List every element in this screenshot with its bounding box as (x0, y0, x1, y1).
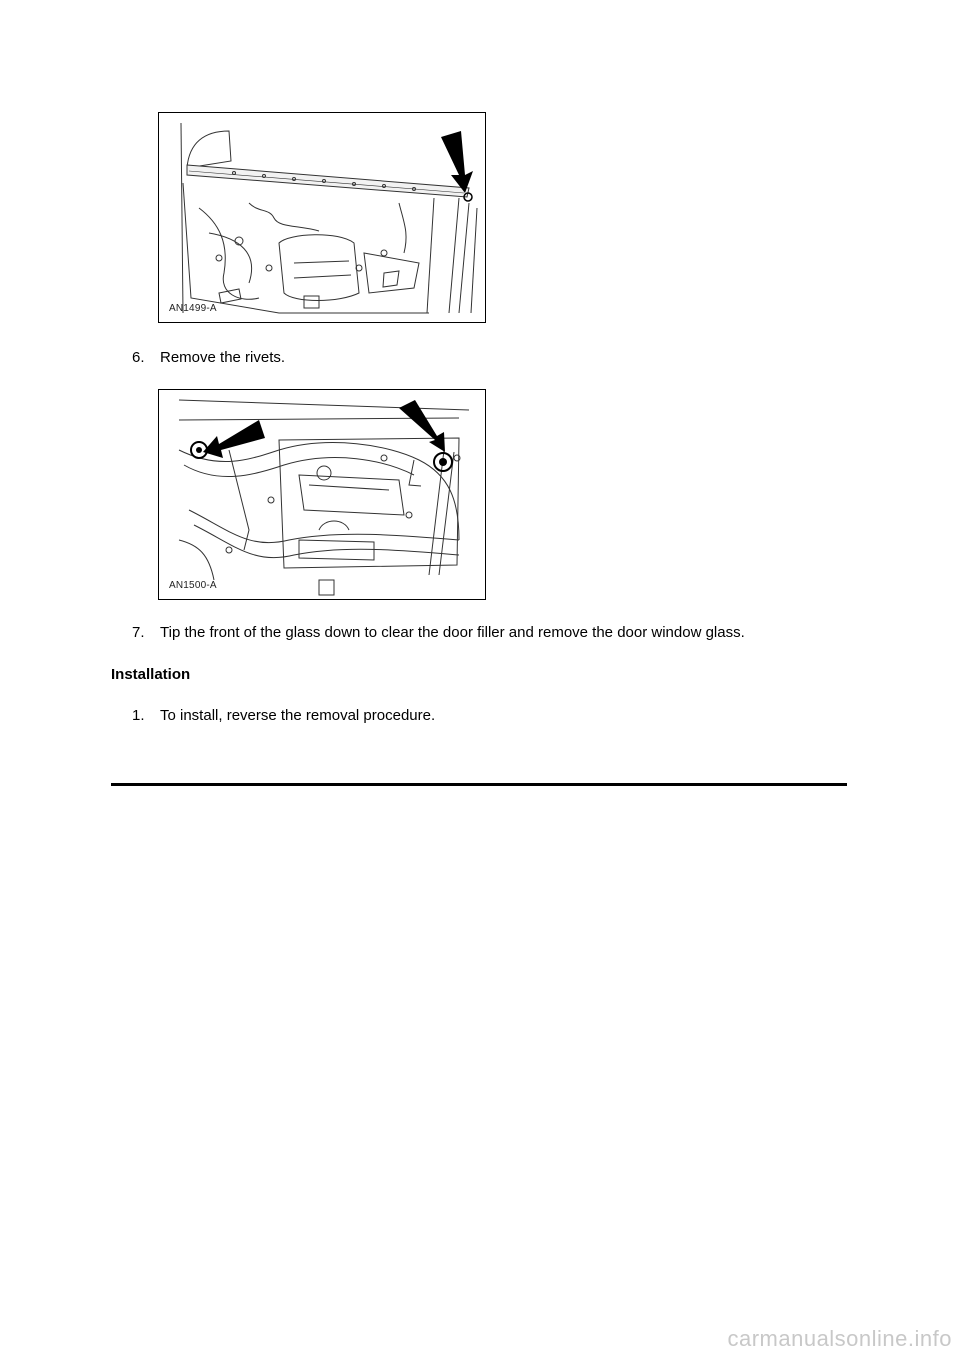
arrow-icon (203, 420, 265, 458)
watermark: carmanualsonline.info (727, 1326, 952, 1351)
section-heading-installation: Installation (111, 666, 191, 683)
step-7 (132, 624, 745, 642)
figure-caption: AN1499-A (169, 303, 217, 314)
step-text: Remove the rivets. (160, 349, 286, 366)
step-6 (132, 349, 285, 367)
door-glass-illustration-1 (159, 113, 486, 323)
step-number: 1. (132, 707, 145, 724)
figure-an1499 (158, 112, 486, 323)
figure-an1500 (158, 389, 486, 600)
arrow-icon (441, 131, 473, 193)
arrow-icon (399, 400, 445, 452)
horizontal-divider (111, 783, 847, 786)
step-text: Tip the front of the glass down to clear the door filler and remove the door window glass. (160, 624, 745, 641)
step-text: To install, reverse the removal procedure. (160, 707, 436, 724)
door-glass-illustration-2 (159, 390, 486, 600)
step-number: 7. (132, 624, 145, 641)
installation-step-1 (132, 707, 435, 725)
figure-caption: AN1500-A (169, 580, 217, 591)
step-number: 6. (132, 349, 145, 366)
